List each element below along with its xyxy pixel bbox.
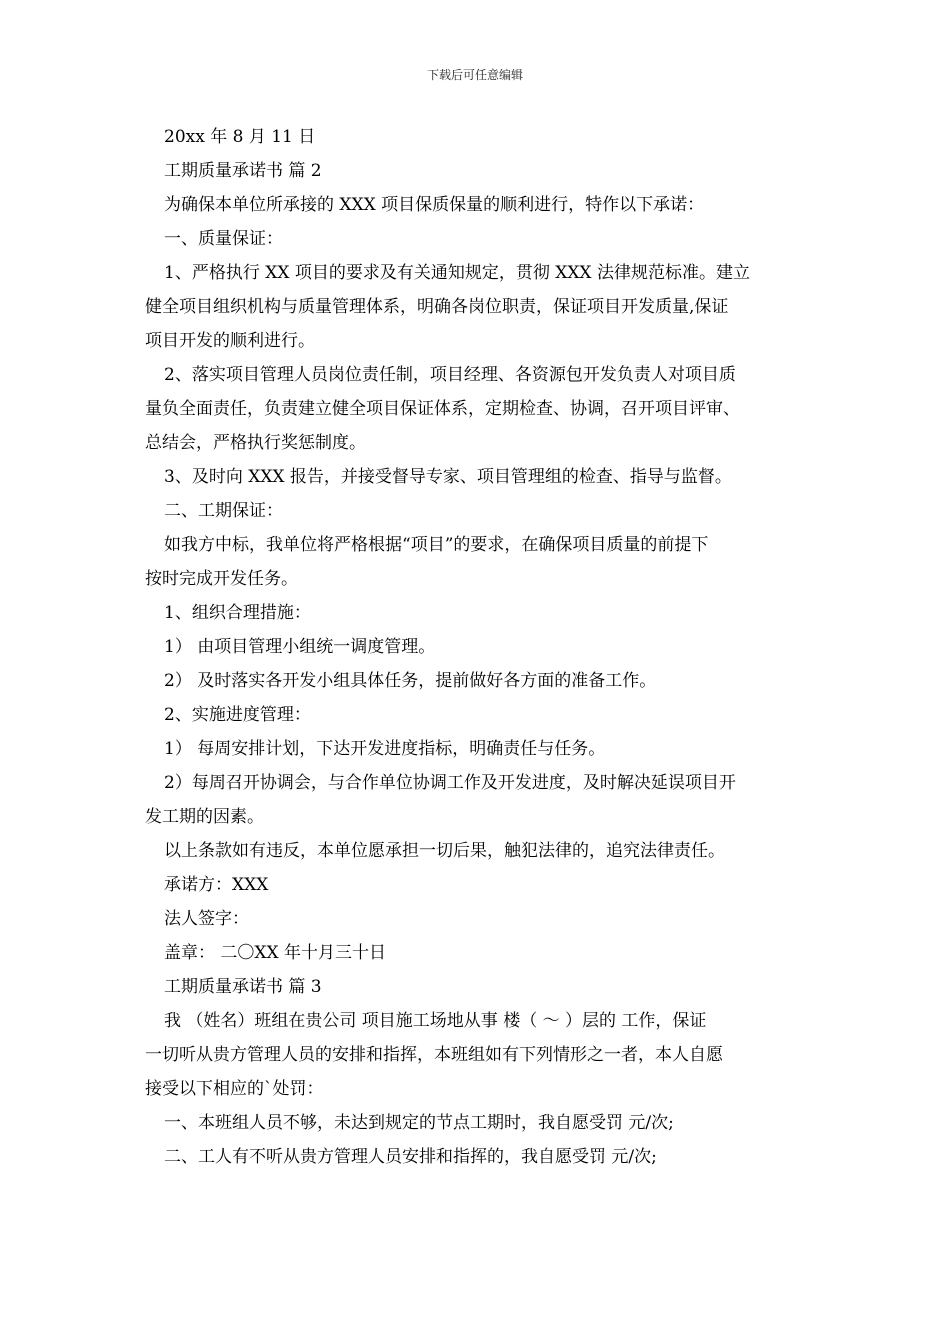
text-line: 1、组织合理措施： bbox=[164, 603, 311, 623]
text-line: 按时完成开发任务。 bbox=[145, 569, 298, 589]
text-line: 3、及时向 XXX 报告，并接受督导专家、项目管理组的检查、指导与监督。 bbox=[164, 467, 732, 487]
document-body bbox=[145, 124, 825, 1178]
page-header-note: 下载后可任意编辑 bbox=[426, 68, 523, 82]
text-line: 健全项目组织机构与质量管理体系，明确各岗位职责，保证项目开发质量,保证 bbox=[145, 297, 729, 317]
text-line: 1） 由项目管理小组统一调度管理。 bbox=[164, 637, 436, 657]
text-line: 承诺方：XXX bbox=[164, 875, 269, 895]
text-line: 法人签字： bbox=[164, 909, 249, 929]
text-line: 工期质量承诺书 篇 2 bbox=[164, 161, 322, 181]
text-line: 1、严格执行 XX 项目的要求及有关通知规定，贯彻 XXX 法律规范标准。建立 bbox=[164, 263, 750, 283]
text-line: 发工期的因素。 bbox=[145, 807, 264, 827]
text-line: 项目开发的顺利进行。 bbox=[145, 331, 315, 351]
text-line: 20xx 年 8 月 11 日 bbox=[164, 127, 316, 147]
text-line: 如我方中标，我单位将严格根据“项目”的要求，在确保项目质量的前提下 bbox=[164, 535, 709, 555]
text-line: 为确保本单位所承接的 XXX 项目保质保量的顺利进行，特作以下承诺： bbox=[164, 195, 705, 215]
text-line: 总结会，严格执行奖惩制度。 bbox=[145, 433, 366, 453]
text-line: 一、本班组人员不够，未达到规定的节点工期时，我自愿受罚 元/次; bbox=[164, 1113, 674, 1133]
text-line: 工期质量承诺书 篇 3 bbox=[164, 977, 322, 997]
text-line: 我 （姓名）班组在贵公司 项目施工场地从事 楼（ ～ ）层的 工作，保证 bbox=[164, 1011, 707, 1031]
text-line: 2、实施进度管理： bbox=[164, 705, 311, 725]
text-line: 盖章： 二〇XX 年十月三十日 bbox=[164, 943, 387, 963]
text-line: 量负全面责任，负责建立健全项目保证体系，定期检查、协调，召开项目评审、 bbox=[145, 399, 740, 419]
text-line: 接受以下相应的`处罚： bbox=[145, 1079, 324, 1099]
text-line: 1） 每周安排计划，下达开发进度指标，明确责任与任务。 bbox=[164, 739, 606, 759]
text-line: 二、工人有不听从贵方管理人员安排和指挥的，我自愿受罚 元/次; bbox=[164, 1147, 657, 1167]
text-line: 2）每周召开协调会，与合作单位协调工作及开发进度，及时解决延误项目开 bbox=[164, 773, 736, 793]
text-line: 二、工期保证： bbox=[164, 501, 283, 521]
text-line: 2） 及时落实各开发小组具体任务，提前做好各方面的准备工作。 bbox=[164, 671, 657, 691]
text-line: 以上条款如有违反，本单位愿承担一切后果，触犯法律的，追究法律责任。 bbox=[164, 841, 725, 861]
text-line: 一、质量保证： bbox=[164, 229, 283, 249]
text-line: 2、落实项目管理人员岗位责任制，项目经理、各资源包开发负责人对项目质 bbox=[164, 365, 736, 385]
text-line: 一切听从贵方管理人员的安排和指挥，本班组如有下列情形之一者，本人自愿 bbox=[145, 1045, 723, 1065]
